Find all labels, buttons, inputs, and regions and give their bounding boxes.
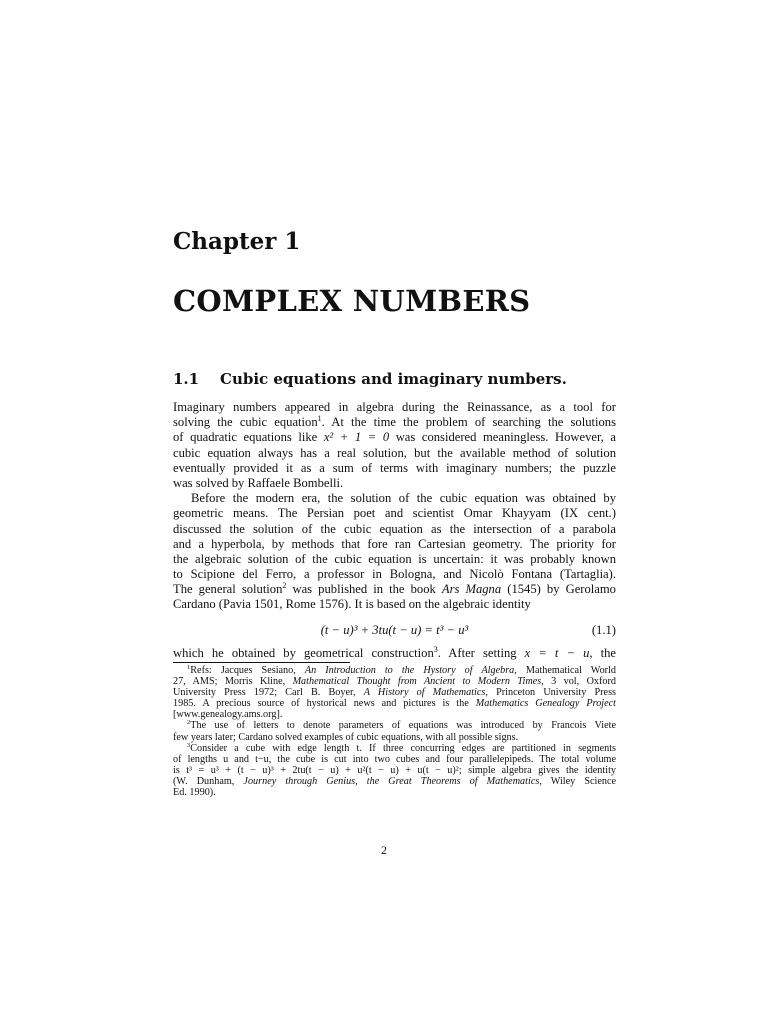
- section-heading: [173, 370, 567, 388]
- footnote-rule: [173, 662, 350, 663]
- paragraph-line: eventually provided it as a sum of terms with imaginary numbers; the puzzle: [173, 460, 616, 475]
- paragraph-line: Before the modern era, the solution of the cubic equation was obtained by: [191, 491, 616, 506]
- footnote-line: Ed. 1990).: [173, 787, 216, 799]
- footnotes: [173, 665, 616, 798]
- chapter-title: COMPLEX NUMBERS: [173, 284, 531, 318]
- equation-expression: (t − u)³ + 3tu(t − u) = t³ − u³: [320, 622, 469, 637]
- paragraph-line: which he obtained by geometrical construction$^3$. After setting x = t − u, the: [173, 644, 616, 660]
- paragraph-line: Imaginary numbers appeared in algebra during the Reinassance, as a tool for: [173, 400, 616, 414]
- equation-number: (1.1): [591, 622, 616, 637]
- footnote-ref: 3: [433, 644, 438, 654]
- section-number: 1.1: [173, 370, 200, 388]
- footnote-line: few years later; Cardano solved examples of cubic equations, with all possible signs.: [173, 731, 519, 743]
- paragraph-line: geometric means. The Persian poet and scientist Omar Khayyam (IX cent.): [173, 506, 616, 521]
- paragraph-line: the algebraic solution of the cubic equation is uncertain: it was probably known: [173, 551, 616, 566]
- footnote-mark: 1: [187, 664, 191, 671]
- footnote-ref: 1: [317, 414, 322, 424]
- paragraph-line: solving the cubic equation$^1$. At the time the problem of searching the solutions: [173, 414, 616, 430]
- footnote-mark: 2: [187, 719, 191, 727]
- page-number: 2: [381, 843, 387, 857]
- paragraph-line: to Scipione del Ferro, a professor in Bologna, and Nicolò Fontana (Tartaglia).: [173, 567, 616, 582]
- paragraph-line: cubic equation always has a real solution, but the available method of solution: [173, 445, 616, 460]
- footnote-line: $^2$The use of letters to denote parameters of equations was introduced by Francois Viete: [187, 719, 616, 732]
- paragraph-line: was solved by Raffaele Bombelli.: [173, 475, 344, 490]
- paragraph-line: and a hyperbola, by methods that fore ran Cartesian geometry. The priority for: [173, 536, 616, 551]
- paragraph-line: Cardano (Pavia 1501, Rome 1576). It is based on the algebraic identity: [173, 597, 531, 612]
- inline-math: x = t − u: [524, 645, 590, 660]
- paragraph-line: discussed the solution of the cubic equation as the intersection of a parabola: [173, 521, 616, 536]
- inline-math: x² + 1 = 0: [323, 430, 390, 445]
- footnote-line: of lengths u and t−u, the cube is cut into two cubes and four parallelepipeds. The total volume: [173, 753, 616, 765]
- section-title: Cubic equations and imaginary numbers.: [220, 370, 567, 388]
- footnote-line: $^3$Consider a cube with edge length t. If three concurring edges are partitioned in segments: [187, 741, 616, 754]
- footnote-line: is t³ = u³ + (t − u)³ + 2tu(t − u) + u²(t − u) + u(t − u)²; simple algebra gives the identity: [173, 764, 616, 776]
- footnote-line: University Press 1972; Carl B. Boyer, A History of Mathematics, Princeton University Press: [173, 687, 617, 699]
- chapter-label: Chapter 1: [173, 228, 301, 255]
- footnote-line: 1985. A precious source of hystorical news and pictures is the Mathematics Genealogy Project: [173, 698, 616, 710]
- book-title: Ars Magna: [441, 582, 502, 597]
- footnote-line: [www.genealogy.ams.org].: [173, 709, 283, 721]
- footnote-line: (W. Dunham, Journey through Genius, the Great Theorems of Mathematics, Wiley Science: [173, 775, 617, 787]
- display-equation: [173, 618, 616, 642]
- body-text: [173, 400, 616, 661]
- paragraph-line: of quadratic equations like x² + 1 = 0 was considered meaningless. However, a: [173, 430, 616, 445]
- footnote-ref: 2: [282, 581, 287, 591]
- footnote-mark: 3: [187, 741, 191, 749]
- footnote-line: 27, AMS; Morris Kline, Mathematical Thought from Ancient to Modern Times, 3 vol, Oxford: [173, 676, 616, 688]
- footnote-line: $^1$Refs: Jacques Sesiano, An Introduction to the Hystory of Algebra, Mathematical World: [187, 664, 616, 676]
- paragraph-line: The general solution$^2$ was published in the book Ars Magna (1545) by Gerolamo: [173, 581, 616, 597]
